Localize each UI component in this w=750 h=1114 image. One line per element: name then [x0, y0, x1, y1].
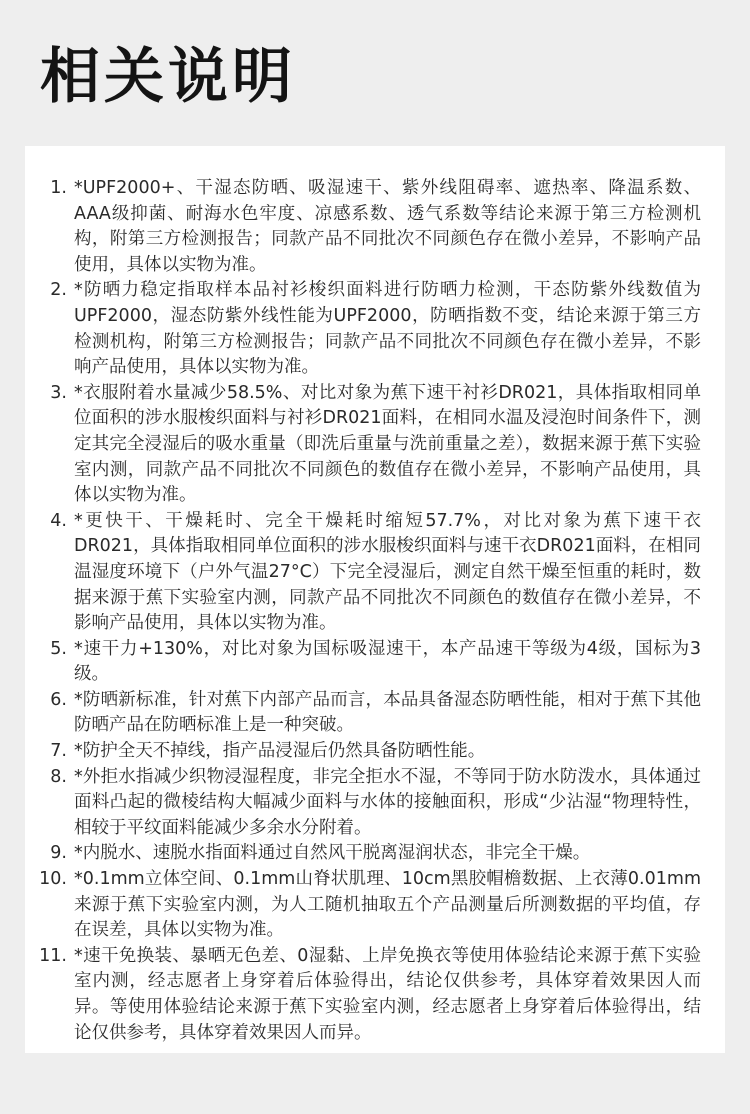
note-number: 6.: [50, 689, 67, 710]
note-number: 4.: [50, 510, 67, 531]
note-text: *防晒新标准，针对蕉下内部产品而言，本品具备湿态防晒性能，相对于蕉下其他防晒产品在防晒标准上是一种突破。: [74, 689, 701, 736]
note-text: *衣服附着水量减少58.5%、对比对象为蕉下速干衬衫DR021，具体指取相同单位面积的涉水服梭织面料与衬衫DR021面料，在相同水温及浸泡时间条件下，测定其完全浸湿后的吸水重量（即洗后重量与洗前重量之差），数据来源于蕉下实验室内测，同款产品不同批次不同颜色的数值存在微小差异，不影响产品使用，具体以实物为准。: [74, 382, 701, 506]
notes-list: [25, 146, 725, 1046]
note-number: 8.: [50, 766, 67, 787]
note-item: [25, 637, 701, 688]
note-item: [25, 867, 701, 944]
note-text: *更快干、干燥耗时、完全干燥耗时缩短57.7%，对比对象为蕉下速干衣DR021，具体指取相同单位面积的涉水服梭织面料与速干衣DR021面料，在相同温湿度环境下（户外气温27°C）下完全浸湿后，测定自然干燥至恒重的耗时，数据来源于蕉下实验室内测，同款产品不同批次不同颜色的数值存在微小差异，不影响产品使用，具体以实物为准。: [74, 510, 701, 634]
note-item: [25, 765, 701, 842]
note-item: [25, 739, 701, 765]
note-text: *UPF2000+、干湿态防晒、吸湿速干、紫外线阻碍率、遮热率、降温系数、AAA级抑菌、耐海水色牢度、凉感系数、透气系数等结论来源于第三方检测机构，附第三方检测报告；同款产品不同批次不同颜色存在微小差异，不影响产品使用，具体以实物为准。: [74, 178, 701, 275]
note-item: [25, 841, 701, 867]
note-item: [25, 278, 701, 380]
note-number: 1.: [50, 178, 67, 198]
note-text: *速干力+130%，对比对象为国标吸湿速干，本产品速干等级为4级，国标为3级。: [74, 638, 701, 685]
note-number: 9.: [50, 843, 67, 864]
note-number: 5.: [50, 638, 67, 659]
note-text: *内脱水、速脱水指面料通过自然风干脱离湿润状态，非完全干燥。: [74, 843, 591, 864]
note-text: *防护全天不掉线，指产品浸湿后仍然具备防晒性能。: [74, 741, 486, 762]
note-item: [25, 381, 701, 509]
note-text: *外拒水指减少织物浸湿程度，非完全拒水不湿，不等同于防水防泼水，具体通过面料凸起的微棱结构大幅减少面料与水体的接触面积，形成“少沾湿“物理特性，相较于平纹面料能减少多余水分附着。: [74, 766, 701, 838]
note-text: *速干免换装、暴晒无色差、0湿黏、上岸免换衣等使用体验结论来源于蕉下实验室内测，经志愿者上身穿着后体验得出，结论仅供参考，具体穿着效果因人而异。等使用体验结论来源于蕉下实验室内测，经志愿者上身穿着后体验得出，结论仅供参考，具体穿着效果因人而异。: [74, 945, 701, 1043]
note-item: [25, 944, 701, 1046]
note-number: 7.: [50, 741, 67, 762]
note-number: 2.: [50, 280, 67, 301]
note-text: *防晒力稳定指取样本品衬衫梭织面料进行防晒力检测，干态防紫外线数值为UPF2000，湿态防紫外线性能为UPF2000，防晒指数不变，结论来源于第三方检测机构，附第三方检测报告；同款产品不同批次不同颜色存在微小差异，不影响产品使用，具体以实物为准。: [74, 280, 701, 378]
notes-card: [25, 146, 725, 1053]
note-item: [25, 509, 701, 637]
note-number: 11.: [39, 945, 67, 966]
note-item: [25, 688, 701, 739]
page-title: 相关说明: [40, 42, 296, 112]
note-text: *0.1mm立体空间、0.1mm山脊状肌理、10cm黑胶帽檐数据、上衣薄0.01mm来源于蕉下实验室内测，为人工随机抽取五个产品测量后所测数据的平均值，存在误差，具体以实物为准。: [74, 869, 701, 941]
note-number: 10.: [39, 869, 67, 890]
note-item: [25, 176, 701, 278]
note-number: 3.: [50, 382, 67, 403]
